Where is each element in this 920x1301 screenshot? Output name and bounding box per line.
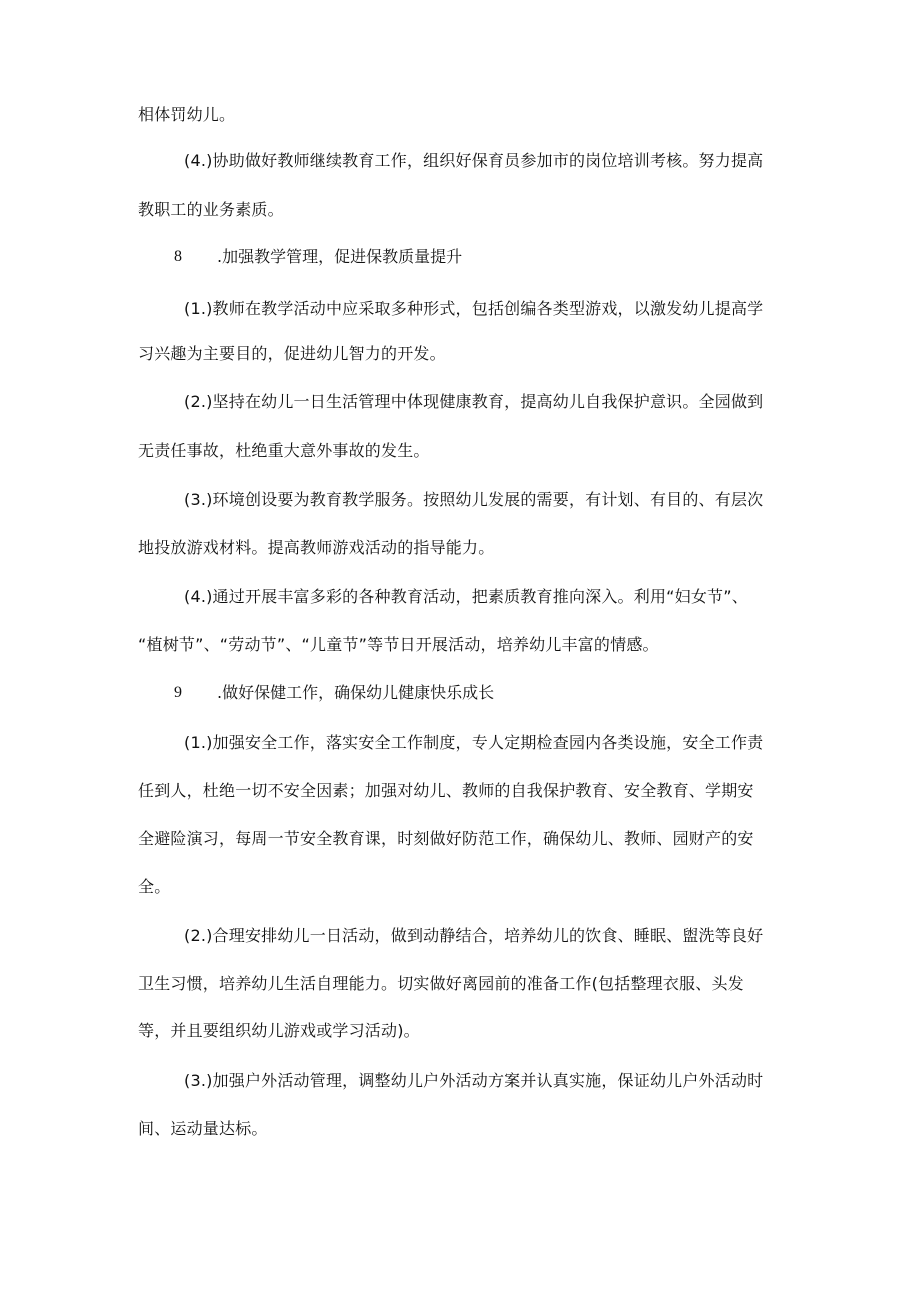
paragraph-line: 无责任事故，杜绝重大意外事故的发生。 bbox=[138, 441, 430, 460]
paragraph-line: “植树节”、“劳动节”、“儿童节”等节日开展活动，培养幼儿丰富的情感。 bbox=[138, 635, 659, 654]
paragraph-line: (3.)加强户外活动管理，调整幼儿户外活动方案并认真实施，保证幼儿户外活动时 bbox=[184, 1071, 764, 1090]
paragraph-line: 相体罚幼儿。 bbox=[138, 105, 236, 124]
paragraph-line: (4.)通过开展丰富多彩的各种教育活动，把素质教育推向深入。利用“妇女节”、 bbox=[184, 587, 748, 606]
paragraph-line: 等，并且要组织幼儿游戏或学习活动)。 bbox=[138, 1021, 420, 1040]
paragraph-line: 习兴趣为主要目的，促进幼儿智力的开发。 bbox=[138, 344, 446, 363]
paragraph-line: 卫生习惯，培养幼儿生活自理能力。切实做好离园前的准备工作(包括整理衣服、头发 bbox=[138, 974, 744, 993]
paragraph-line: (2.)合理安排幼儿一日活动，做到动静结合，培养幼儿的饮食、睡眠、盥洗等良好 bbox=[184, 926, 764, 945]
paragraph-line: 全。 bbox=[138, 877, 171, 896]
paragraph-line: (1.)加强安全工作，落实安全工作制度，专人定期检查园内各类设施，安全工作责 bbox=[184, 733, 764, 752]
section-title: .加强教学管理，促进保教质量提升 bbox=[217, 247, 463, 266]
section-number: 9 bbox=[174, 684, 182, 701]
section-number: 8 bbox=[174, 248, 182, 265]
paragraph-line: (3.)环境创设要为教育教学服务。按照幼儿发展的需要，有计划、有目的、有层次 bbox=[184, 490, 764, 509]
paragraph-line: (1.)教师在教学活动中应采取多种形式，包括创编各类型游戏，以激发幼儿提高学 bbox=[184, 299, 764, 318]
paragraph-line: (2.)坚持在幼儿一日生活管理中体现健康教育，提高幼儿自我保护意识。全园做到 bbox=[184, 392, 764, 411]
paragraph-line: 间、运动量达标。 bbox=[138, 1119, 268, 1138]
paragraph-line: 任到人，杜绝一切不安全因素；加强对幼儿、教师的自我保护教育、安全教育、学期安 bbox=[138, 781, 754, 800]
paragraph-line: 全避险演习，每周一节安全教育课，时刻做好防范工作，确保幼儿、教师、园财产的安 bbox=[138, 829, 754, 848]
paragraph-line: (4.)协助做好教师继续教育工作，组织好保育员参加市的岗位培训考核。努力提高 bbox=[184, 151, 764, 170]
section-title: .做好保健工作，确保幼儿健康快乐成长 bbox=[217, 683, 495, 702]
paragraph-line: 地投放游戏材料。提高教师游戏活动的指导能力。 bbox=[138, 538, 495, 557]
paragraph-line: 教职工的业务素质。 bbox=[138, 200, 284, 219]
